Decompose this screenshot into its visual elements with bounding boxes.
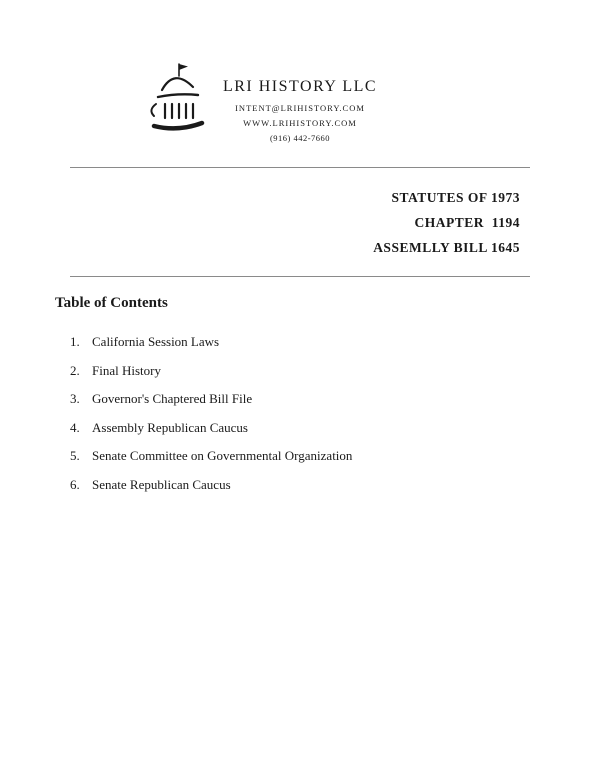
item-label: Senate Committee on Governmental Organization bbox=[92, 448, 353, 463]
item-number: 4. bbox=[70, 419, 80, 435]
item-label: California Session Laws bbox=[92, 334, 220, 349]
list-item bbox=[70, 363, 600, 379]
divider-bottom bbox=[70, 276, 530, 277]
assembly-bill-line: ASSEMLLY BILL 1645 bbox=[373, 240, 520, 255]
list-item bbox=[70, 334, 600, 350]
item-number: 2. bbox=[70, 362, 80, 378]
item-label: Senate Republican Caucus bbox=[92, 476, 231, 492]
chapter-line: CHAPTER 1194 bbox=[414, 215, 520, 230]
letterhead bbox=[0, 0, 600, 143]
item-label: Assembly Republican Caucus bbox=[92, 419, 248, 435]
company-name: LRI HISTORY LLC bbox=[222, 78, 378, 95]
item-number: 1. bbox=[70, 334, 80, 349]
item-number: 3. bbox=[70, 391, 80, 406]
list-item bbox=[70, 391, 600, 407]
item-label: Final History bbox=[92, 362, 161, 378]
item-number: 6. bbox=[70, 476, 80, 492]
divider-top bbox=[70, 167, 530, 168]
list-item bbox=[70, 448, 600, 464]
list-item bbox=[70, 420, 600, 436]
table-of-contents bbox=[0, 295, 600, 493]
statutes-line: STATUTES OF 1973 bbox=[391, 190, 520, 205]
company-email: INTENT@LRIHISTORY.COM bbox=[235, 103, 365, 113]
bill-reference-block bbox=[0, 190, 600, 256]
list-item bbox=[70, 477, 600, 493]
item-number: 5. bbox=[70, 448, 80, 463]
item-label: Governor's Chaptered Bill File bbox=[92, 391, 253, 406]
toc-list bbox=[55, 334, 600, 493]
company-website: WWW.LRIHISTORY.COM bbox=[243, 118, 357, 128]
capitol-logo-icon bbox=[146, 60, 208, 136]
company-phone: (916) 442-7660 bbox=[269, 133, 331, 143]
toc-title: Table of Contents bbox=[55, 295, 168, 311]
